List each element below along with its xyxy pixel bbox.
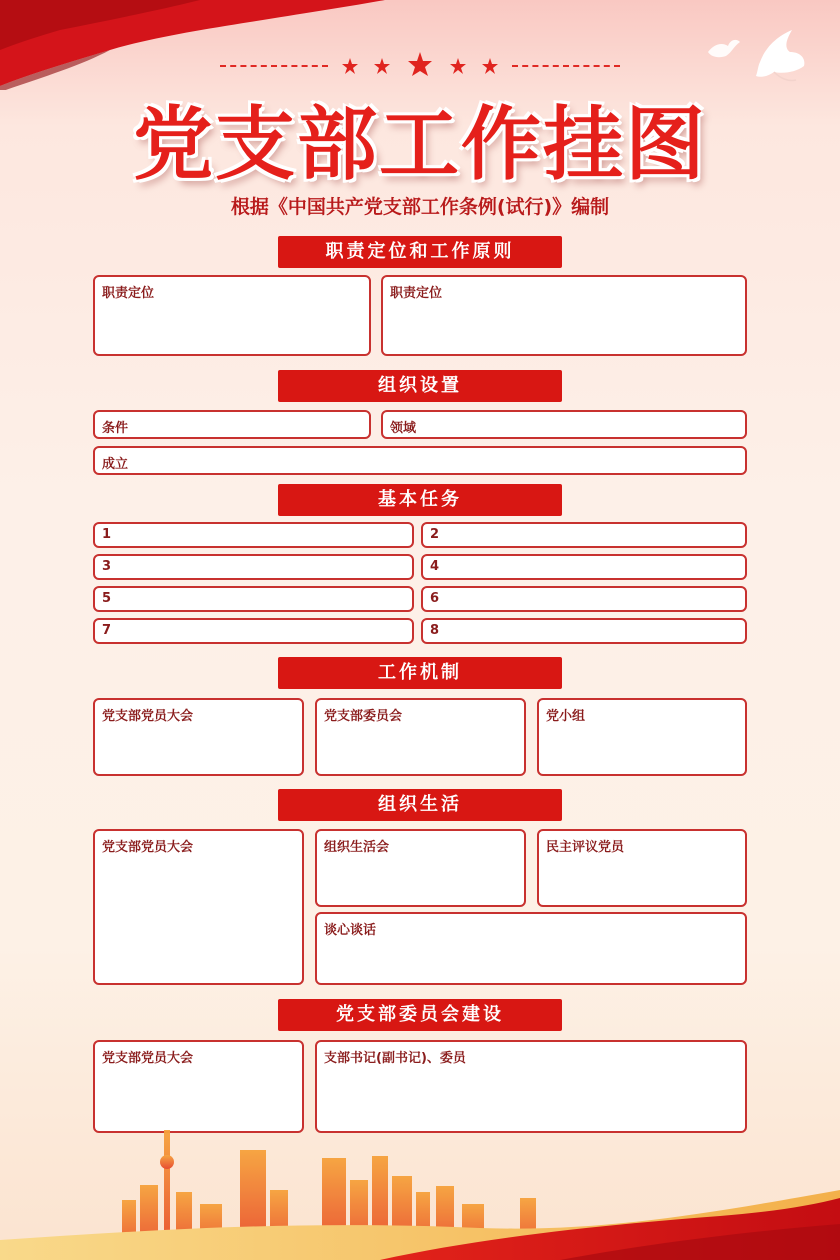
box-conditions: 条件 [93, 410, 371, 439]
box-life-meeting: 组织生活会 [315, 829, 526, 907]
task-item: 3 [93, 554, 414, 580]
box-secretary-members: 支部书记(副书记)、委员 [315, 1040, 747, 1133]
task-item: 1 [93, 522, 414, 548]
deco-line-left [220, 65, 328, 67]
box-branch-committee: 党支部委员会 [315, 698, 526, 776]
task-item: 4 [421, 554, 747, 580]
page-subtitle: 根据《中国共产党支部工作条例(试行)》编制 [230, 196, 610, 218]
deco-line-right [512, 65, 620, 67]
box-branch-members-meeting: 党支部党员大会 [93, 698, 304, 776]
section-heading-committee-building: 党支部委员会建设 [278, 999, 562, 1031]
stars-icon [338, 50, 502, 80]
box-duty-positioning-2: 职责定位 [381, 275, 747, 356]
box-establishment: 成立 [93, 446, 747, 475]
box-life-members-meeting: 党支部党员大会 [93, 829, 304, 985]
section-heading-organization: 组织设置 [278, 370, 562, 402]
box-party-group: 党小组 [537, 698, 747, 776]
section-heading-work-mechanism: 工作机制 [278, 657, 562, 689]
box-committee-members-meeting: 党支部党员大会 [93, 1040, 304, 1133]
city-skyline-decoration [0, 1120, 840, 1260]
box-field: 领域 [381, 410, 747, 439]
section-heading-duties: 职责定位和工作原则 [278, 236, 562, 268]
section-heading-organizational-life: 组织生活 [278, 789, 562, 821]
task-item: 2 [421, 522, 747, 548]
section-heading-basic-tasks: 基本任务 [278, 484, 562, 516]
task-item: 7 [93, 618, 414, 644]
task-item: 6 [421, 586, 747, 612]
task-item: 5 [93, 586, 414, 612]
box-heart-to-heart-talk: 谈心谈话 [315, 912, 747, 985]
box-duty-positioning-1: 职责定位 [93, 275, 371, 356]
task-item: 8 [421, 618, 747, 644]
page-title: 党支部工作挂图 [133, 98, 707, 191]
box-democratic-evaluation: 民主评议党员 [537, 829, 747, 907]
